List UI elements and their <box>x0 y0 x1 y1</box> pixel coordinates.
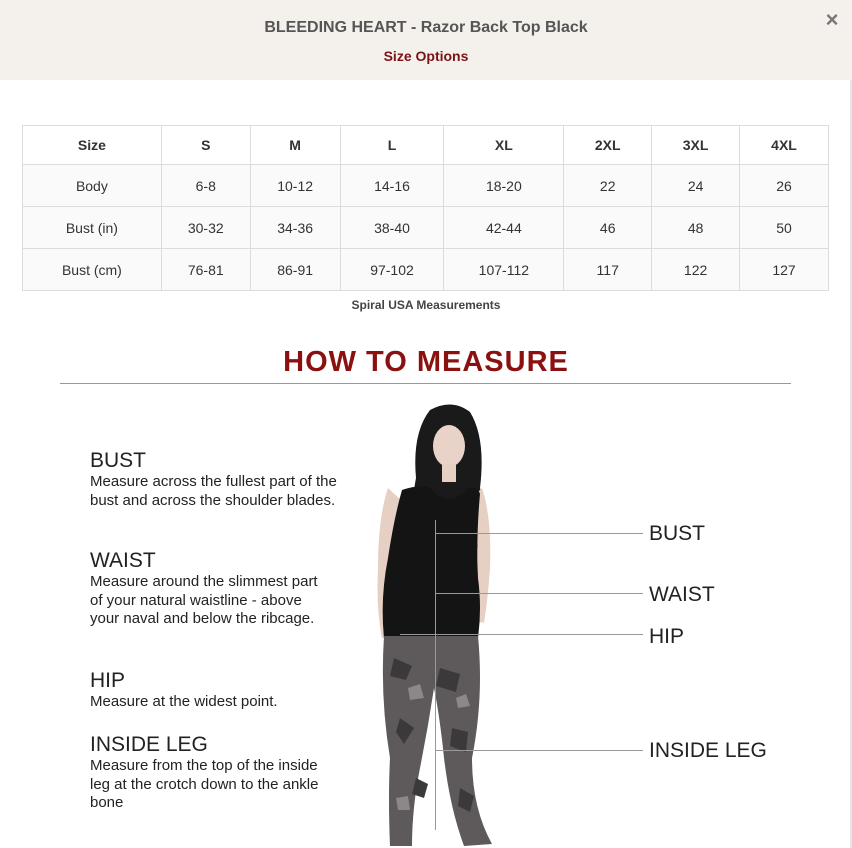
table-cell: 30-32 <box>161 207 250 249</box>
table-cell: 38-40 <box>340 207 444 249</box>
table-row <box>23 249 829 291</box>
table-cell: 6-8 <box>161 165 250 207</box>
callout-bust: BUST <box>649 522 706 545</box>
table-cell: 42-44 <box>444 207 564 249</box>
product-title: BLEEDING HEART - Razor Back Top Black <box>264 19 588 36</box>
table-header-cell: 3XL <box>652 126 740 165</box>
how-to-measure-title: HOW TO MEASURE <box>283 346 569 378</box>
definition-term: WAIST <box>90 549 156 572</box>
definition-description: Measure from the top of the inside leg at the crotch down to the ankle bone <box>90 757 319 811</box>
table-cell: 48 <box>652 207 740 249</box>
table-cell: 86-91 <box>250 249 340 291</box>
definition-bust <box>90 450 350 510</box>
callout-waist: WAIST <box>649 583 715 606</box>
modal-header <box>0 0 852 80</box>
definition-waist <box>90 550 325 629</box>
table-cell: 10-12 <box>250 165 340 207</box>
table-cell: 97-102 <box>340 249 444 291</box>
table-cell: 127 <box>740 249 829 291</box>
table-header-cell: XL <box>444 126 564 165</box>
table-caption: Spiral USA Measurements <box>351 298 501 312</box>
table-cell: Bust (cm) <box>23 249 162 291</box>
table-cell: 122 <box>652 249 740 291</box>
definition-hip <box>90 670 350 712</box>
definition-term: HIP <box>90 669 126 692</box>
table-cell: Bust (in) <box>23 207 162 249</box>
table-row <box>23 207 829 249</box>
table-header-cell: L <box>340 126 444 165</box>
hip-callout-line <box>400 634 643 635</box>
divider <box>60 383 791 384</box>
table-cell: 22 <box>564 165 652 207</box>
measure-vertical-line <box>435 520 436 830</box>
size-chart-table <box>22 125 829 291</box>
table-cell: 76-81 <box>161 249 250 291</box>
model-figure-image <box>360 398 530 848</box>
definition-term: BUST <box>90 449 147 472</box>
table-header-cell: M <box>250 126 340 165</box>
definition-description: Measure at the widest point. <box>90 693 278 710</box>
inside-leg-callout-line <box>435 750 643 751</box>
bust-callout-line <box>435 533 643 534</box>
table-cell: 18-20 <box>444 165 564 207</box>
table-cell: Body <box>23 165 162 207</box>
table-cell: 107-112 <box>444 249 564 291</box>
definition-description: Measure around the slimmest part of your natural waistline - above your naval and below the ribcage. <box>90 573 318 627</box>
waist-callout-line <box>435 593 643 594</box>
table-cell: 14-16 <box>340 165 444 207</box>
table-cell: 34-36 <box>250 207 340 249</box>
definition-term: INSIDE LEG <box>90 733 208 756</box>
table-cell: 24 <box>652 165 740 207</box>
table-header-cell: 4XL <box>740 126 829 165</box>
table-header-cell: S <box>161 126 250 165</box>
callout-inside-leg: INSIDE LEG <box>649 739 767 762</box>
table-header-cell: Size <box>23 126 162 165</box>
table-cell: 50 <box>740 207 829 249</box>
table-header-row <box>23 126 829 165</box>
table-header-cell: 2XL <box>564 126 652 165</box>
table-row <box>23 165 829 207</box>
close-icon[interactable]: × <box>825 7 839 32</box>
definition-inside-leg <box>90 734 340 813</box>
table-cell: 26 <box>740 165 829 207</box>
size-options-heading: Size Options <box>383 48 469 64</box>
callout-hip: HIP <box>649 625 685 648</box>
definition-description: Measure across the fullest part of the bust and across the shoulder blades. <box>90 473 337 509</box>
table-cell: 117 <box>564 249 652 291</box>
table-cell: 46 <box>564 207 652 249</box>
